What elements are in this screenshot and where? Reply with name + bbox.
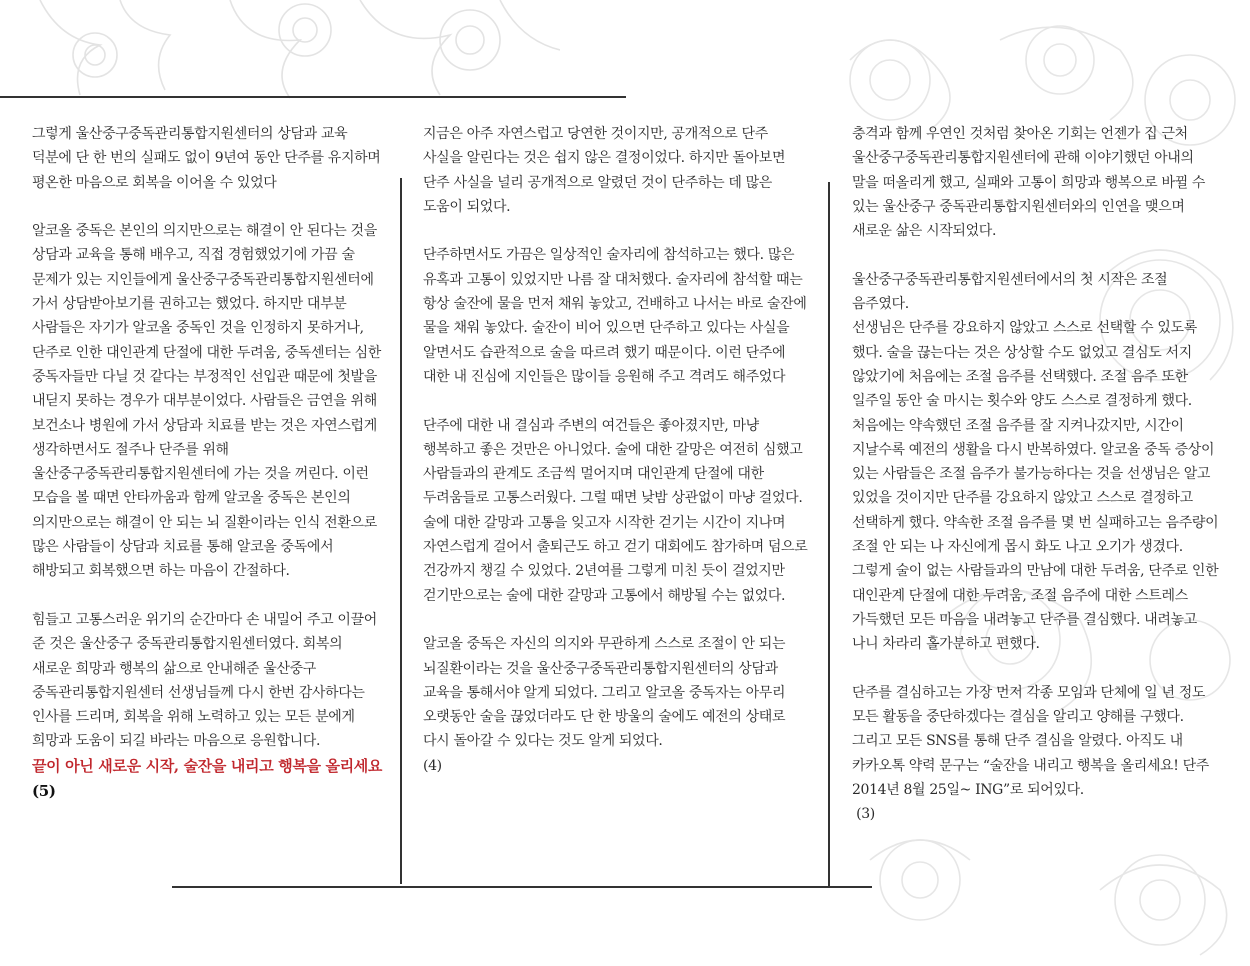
text-column-left (32, 122, 384, 804)
paragraph: 충격과 함께 우연인 것처럼 찾아온 기회는 언젠가 집 근처 울산중구중독관리통합지원센터에 관해 이야기했던 아내의 말을 떠올리게 했고, 실패와 고통이 희망과 행복으로 바뀔 수 있는 울산중구 중독관리통합지원센터와의 인연을 맺으며 새로운 삶은 시작되었다. (852, 126, 1206, 240)
paragraph: 알코올 중독은 본인의 의지만으로는 해결이 안 된다는 것을 상담과 교육을 통해 배우고, 직접 경험했었기에 가끔 술 문제가 있는 지인들에게 울산중구중독관리통합지원센터에 가서 상담받아보기를 권하고는 했었다. 하지만 대부분 사람들은 자기가 알코올 중독인 것을 인정하지 못하거나, 단주로 인한 대인관계 단절에 대한 두려움, 중독센터는 심한 중독자들만 다닐 것 같다는 부정적인 선입관 때문에 첫발을 내딛지 못하는 경우가 대부분이었다. 사람들은 금연을 위해 보건소나 병원에 가서 상담과 치료를 받는 것은 자연스럽게 생각하면서도 절주나 단주를 위해 울산중구중독관리통합지원센터에 가는 것을 꺼린다. 이런 모습을 볼 때면 안타까움과 함께 알코올 중독은 본인의 의지만으로는 해결이 안 되는 뇌 질환이라는 인식 전환으로 많은 사람들이 상담과 치료를 통해 알코올 중독에서 해방되고 회복했으면 하는 마음이 간절하다. (32, 223, 381, 580)
page-number: (4) (423, 757, 442, 774)
text-column-right (852, 122, 1224, 827)
paragraph: 힘들고 고통스러운 위기의 순간마다 손 내밀어 주고 이끌어 준 것은 울산중구 중독관리통합지원센터였다. 회복의 새로운 희망과 행복의 삶으로 안내해준 울산중구 중독관리통합지원센터 선생님들께 다시 한번 감사하다는 인사를 드리며, 회복을 위해 노력하고 있는 모든 분에게 희망과 도움이 되길 바라는 마음으로 응원합니다. (32, 611, 377, 750)
paragraph: 울산중구중독관리통합지원센터에서의 첫 시작은 조절 음주였다. (852, 271, 1168, 313)
paragraph: 단주를 결심하고는 가장 먼저 각종 모임과 단체에 일 년 정도 모든 활동을 중단하겠다는 결심을 알리고 양해를 구했다. 그리고 모든 SNS를 통해 단주 결심을 알렸다. 아직도 내 카카오톡 약력 문구는 “술잔을 내리고 행복을 올리세요! 단주 2014년 8월 25일~ ING”로 되어있다. (852, 684, 1209, 799)
paragraph: 그렇게 울산중구중독관리통합지원센터의 상담과 교육 덕분에 단 한 번의 실패도 없이 9년여 동안 단주를 유지하며 평온한 마음으로 회복을 이어올 수 있었다 (32, 126, 381, 191)
paragraph: 단주에 대한 내 결심과 주변의 여건들은 좋아졌지만, 마냥 행복하고 좋은 것만은 아니었다. 술에 대한 갈망은 여전히 심했고 사람들과의 관계도 조금씩 멀어지며 대인관계 단절에 대한 두려움들로 고통스러웠다. 그럴 때면 낮밤 상관없이 마냥 걸었다. 술에 대한 갈망과 고통을 잊고자 시작한 걷기는 시간이 지나며 자연스럽게 걸어서 출퇴근도 하고 걷기 대회에도 참가하며 덤으로 건강까지 챙길 수 있었다. 2년여를 그렇게 미친 듯이 걸었지만 걷기만으로는 술에 대한 갈망과 고통에서 해방될 수는 없었다. (423, 417, 808, 604)
top-horizontal-rule (0, 96, 626, 98)
article-title (32, 754, 384, 804)
right-column-divider (828, 182, 830, 888)
floral-ornament-top-left (0, 0, 560, 100)
article-title-text: 끝이 아닌 새로운 시작, 술잔을 내리고 행복을 올리세요 (32, 756, 383, 775)
page-number: (5) (32, 781, 56, 800)
paragraph: 지금은 아주 자연스럽고 당연한 것이지만, 공개적으로 단주 사실을 알린다는 것은 쉽지 않은 결정이었다. 하지만 돌아보면 단주 사실을 널리 공개적으로 알렸던 것이 단주하는 데 많은 도움이 되었다. (423, 126, 786, 215)
paragraph: 단주하면서도 가끔은 일상적인 술자리에 참석하고는 했다. 많은 유혹과 고통이 있었지만 나름 잘 대처했다. 술자리에 참석할 때는 항상 술잔에 물을 먼저 채워 놓았고, 건배하고 나서는 바로 술잔에 물을 채워 놓았다. 술잔이 비어 있으면 단주하고 있다는 사실을 알면서도 습관적으로 술을 따르려 했기 때문이다. 이런 단주에 대한 내 진심에 지인들은 많이들 응원해 주고 격려도 해주었다 (423, 247, 807, 385)
page-number: (3) (852, 806, 875, 823)
paragraph: 알코올 중독은 자신의 의지와 무관하게 스스로 조절이 안 되는 뇌질환이라는 것을 울산중구중독관리통합지원센터의 상담과 교육을 통해서야 알게 되었다. 그리고 알코올 중독자는 아무리 오랫동안 술을 끊었더라도 단 한 방울의 술에도 예전의 상태로 다시 돌아갈 수 있다는 것도 알게 되었다. (423, 636, 786, 750)
bottom-horizontal-rule (172, 886, 872, 888)
left-column-divider (400, 178, 402, 884)
text-column-middle (423, 122, 811, 778)
paragraph: 선생님은 단주를 강요하지 않았고 스스로 선택할 수 있도록 했다. 술을 끊는다는 것은 상상할 수도 없었고 결심도 서지 않았기에 처음에는 조절 음주를 선택했다. 조절 음주 또한 일주일 동안 술 마시는 횟수와 양도 스스로 결정하게 했다. 처음에는 약속했던 조절 음주를 잘 지켜나갔지만, 시간이 지날수록 예전의 생활을 다시 반복하였다. 알코올 중독 증상이 있는 사람들은 조절 음주가 불가능하다는 것을 선생님은 알고 있었을 것이지만 단주를 강요하지 않았고 스스로 결정하고 선택하게 했다. 약속한 조절 음주를 몇 번 실패하고는 음주량이 조절 안 되는 나 자신에게 몹시 화도 나고 오기가 생겼다. 그렇게 술이 없는 사람들과의 만남에 대한 두려움, 단주로 인한 대인관계 단절에 대한 두려움, 조절 음주에 대한 스트레스 가득했던 모든 마음을 내려놓고 단주를 결심했다. 내려놓고 나니 차라리 홀가분하고 편했다. (852, 320, 1219, 653)
